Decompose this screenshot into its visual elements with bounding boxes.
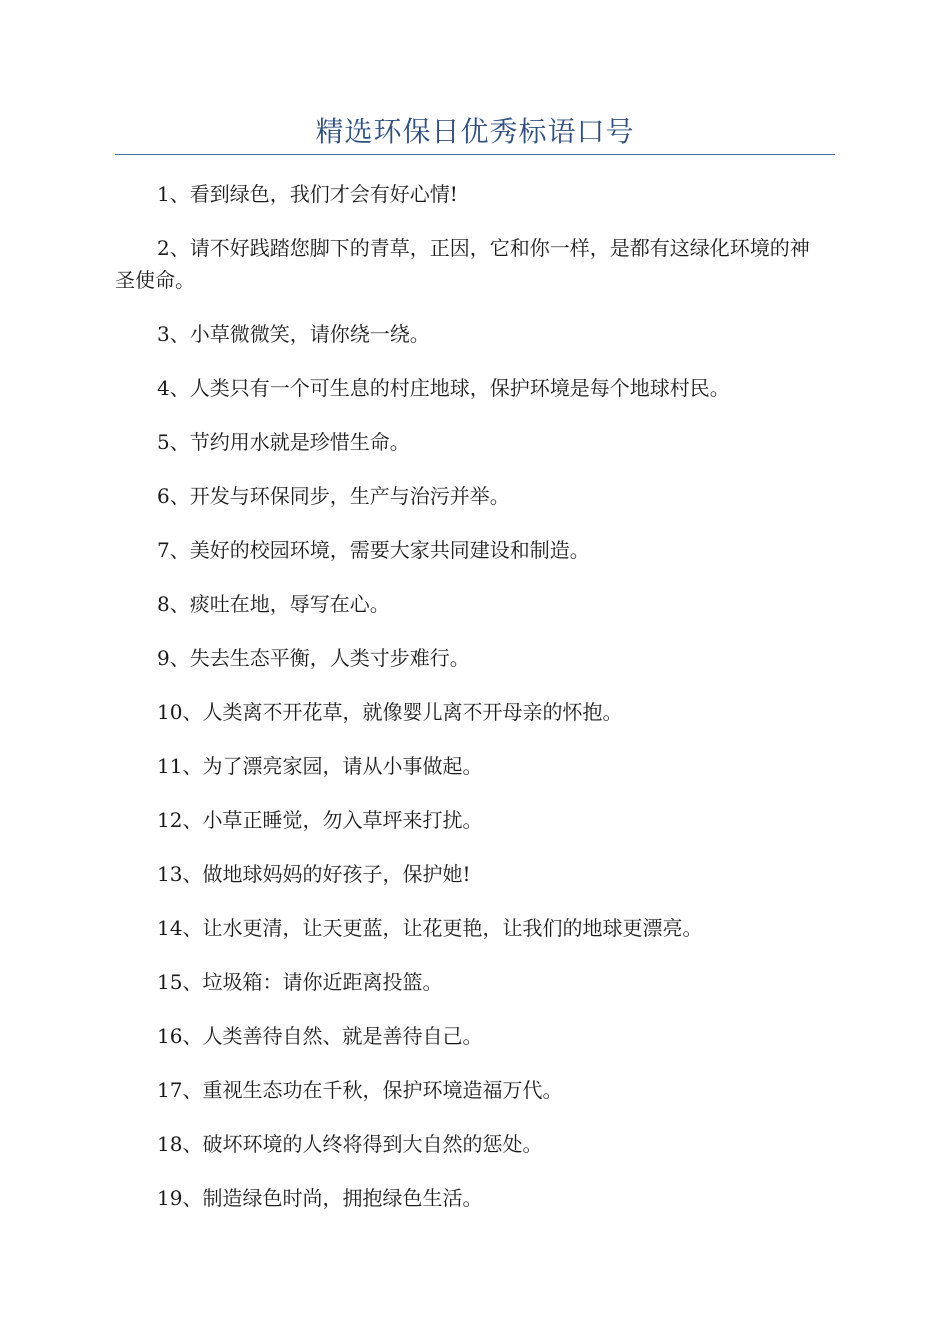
- list-item: 14、让水更清，让天更蓝，让花更艳，让我们的地球更漂亮。: [157, 916, 703, 940]
- list-item: 16、人类善待自然、就是善待自己。: [157, 1024, 483, 1048]
- list-item: 5、节约用水就是珍惜生命。: [157, 430, 410, 454]
- list-item: 1、看到绿色，我们才会有好心情!: [157, 182, 458, 206]
- list-item: 7、美好的校园环境，需要大家共同建设和制造。: [157, 538, 590, 562]
- list-item: 13、做地球妈妈的好孩子，保护她!: [157, 862, 471, 886]
- list-item: 11、为了漂亮家园，请从小事做起。: [157, 754, 483, 778]
- list-item: 19、制造绿色时尚，拥抱绿色生活。: [157, 1186, 483, 1210]
- list-item: 9、失去生态平衡，人类寸步难行。: [157, 646, 470, 670]
- title-underline: [115, 154, 835, 155]
- list-item: 3、小草微微笑，请你绕一绕。: [157, 322, 430, 346]
- list-item: 17、重视生态功在千秋，保护环境造福万代。: [157, 1078, 563, 1102]
- list-item: 12、小草正睡觉，勿入草坪来打扰。: [157, 808, 483, 832]
- list-item: 8、痰吐在地，辱写在心。: [157, 592, 390, 616]
- list-item: 6、开发与环保同步，生产与治污并举。: [157, 484, 510, 508]
- list-item: 4、人类只有一个可生息的村庄地球，保护环境是每个地球村民。: [157, 376, 730, 400]
- slogan-list: [115, 178, 827, 1236]
- list-item: 18、破坏环境的人终将得到大自然的惩处。: [157, 1132, 543, 1156]
- list-item: 15、垃圾箱：请你近距离投篮。: [157, 970, 443, 994]
- list-item: 10、人类离不开花草，就像婴儿离不开母亲的怀抱。: [157, 700, 623, 724]
- document-title: 精选环保日优秀标语口号: [315, 115, 635, 148]
- list-item: 2、请不好践踏您脚下的青草，正因，它和你一样，是都有这绿化环境的神圣使命。: [115, 236, 810, 292]
